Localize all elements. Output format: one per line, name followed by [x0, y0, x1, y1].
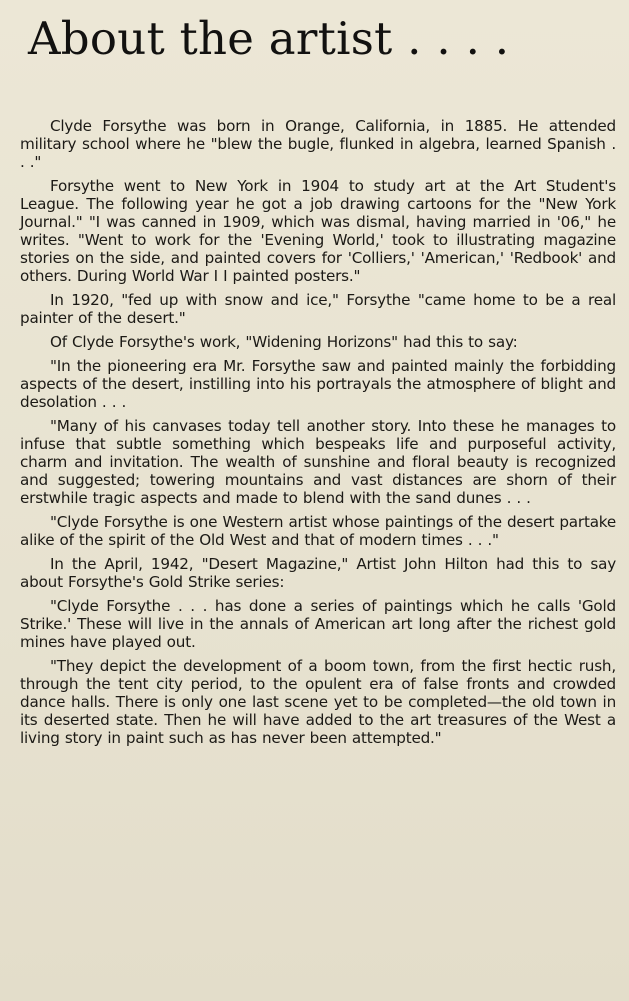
paragraph-quote-gold-strike: "Clyde Forsythe . . . has done a series of paintings which he calls 'Gold Strike.' These will live in the annals of American art long after the richest gold mines have played out. — [20, 597, 616, 651]
paragraph-widening-horizons-intro: Of Clyde Forsythe's work, "Widening Horizons" had this to say: — [50, 333, 518, 351]
paragraph-quote-canvases: "Many of his canvases today tell another story. Into these he manages to infuse that subtle something which bespeaks life and purposeful activity, charm and invitation. The wealth of sunshine and floral beauty is recognized and suggested; towering mountains and vast distances are shorn of their erstwhile tragic aspects and made to blend with the sand dunes . . . — [20, 417, 616, 507]
paragraph-birth: Clyde Forsythe was born in Orange, California, in 1885. He attended military school where he "blew the bugle, flunked in algebra, learned Spanish . . ." — [20, 117, 616, 171]
paragraph-quote-boom-town: "They depict the development of a boom town, from the first hectic rush, through the tent city period, to the opulent era of false fronts and crowded dance halls. There is only one last scene yet to be completed—the old town in its deserted state. Then he will have added to the art treasures of the West a living story in paint such as has never been attempted." — [20, 657, 616, 747]
paragraph-desert-move: In 1920, "fed up with snow and ice," Forsythe "came home to be a real painter of the desert." — [20, 291, 616, 327]
article-body — [20, 117, 616, 753]
paragraph-desert-magazine-intro: In the April, 1942, "Desert Magazine," Artist John Hilton had this to say about Forsythe's Gold Strike series: — [20, 555, 616, 591]
page-title: About the artist . . . . — [28, 12, 510, 65]
paragraph-new-york: Forsythe went to New York in 1904 to study art at the Art Student's League. The following year he got a job drawing cartoons for the "New York Journal." "I was canned in 1909, which was dismal, having married in '06," he writes. "Went to work for the 'Evening World,' took to illustrating magazine stories on the side, and painted covers for 'Colliers,' 'American,' 'Redbook' and others. During World War I I painted posters." — [20, 177, 616, 285]
paragraph-quote-pioneering: "In the pioneering era Mr. Forsythe saw and painted mainly the forbidding aspects of the desert, instilling into his portrayals the atmosphere of blight and desolation . . . — [20, 357, 616, 411]
paragraph-quote-western-artist: "Clyde Forsythe is one Western artist whose paintings of the desert partake alike of the spirit of the Old West and that of modern times . . ." — [20, 513, 617, 549]
